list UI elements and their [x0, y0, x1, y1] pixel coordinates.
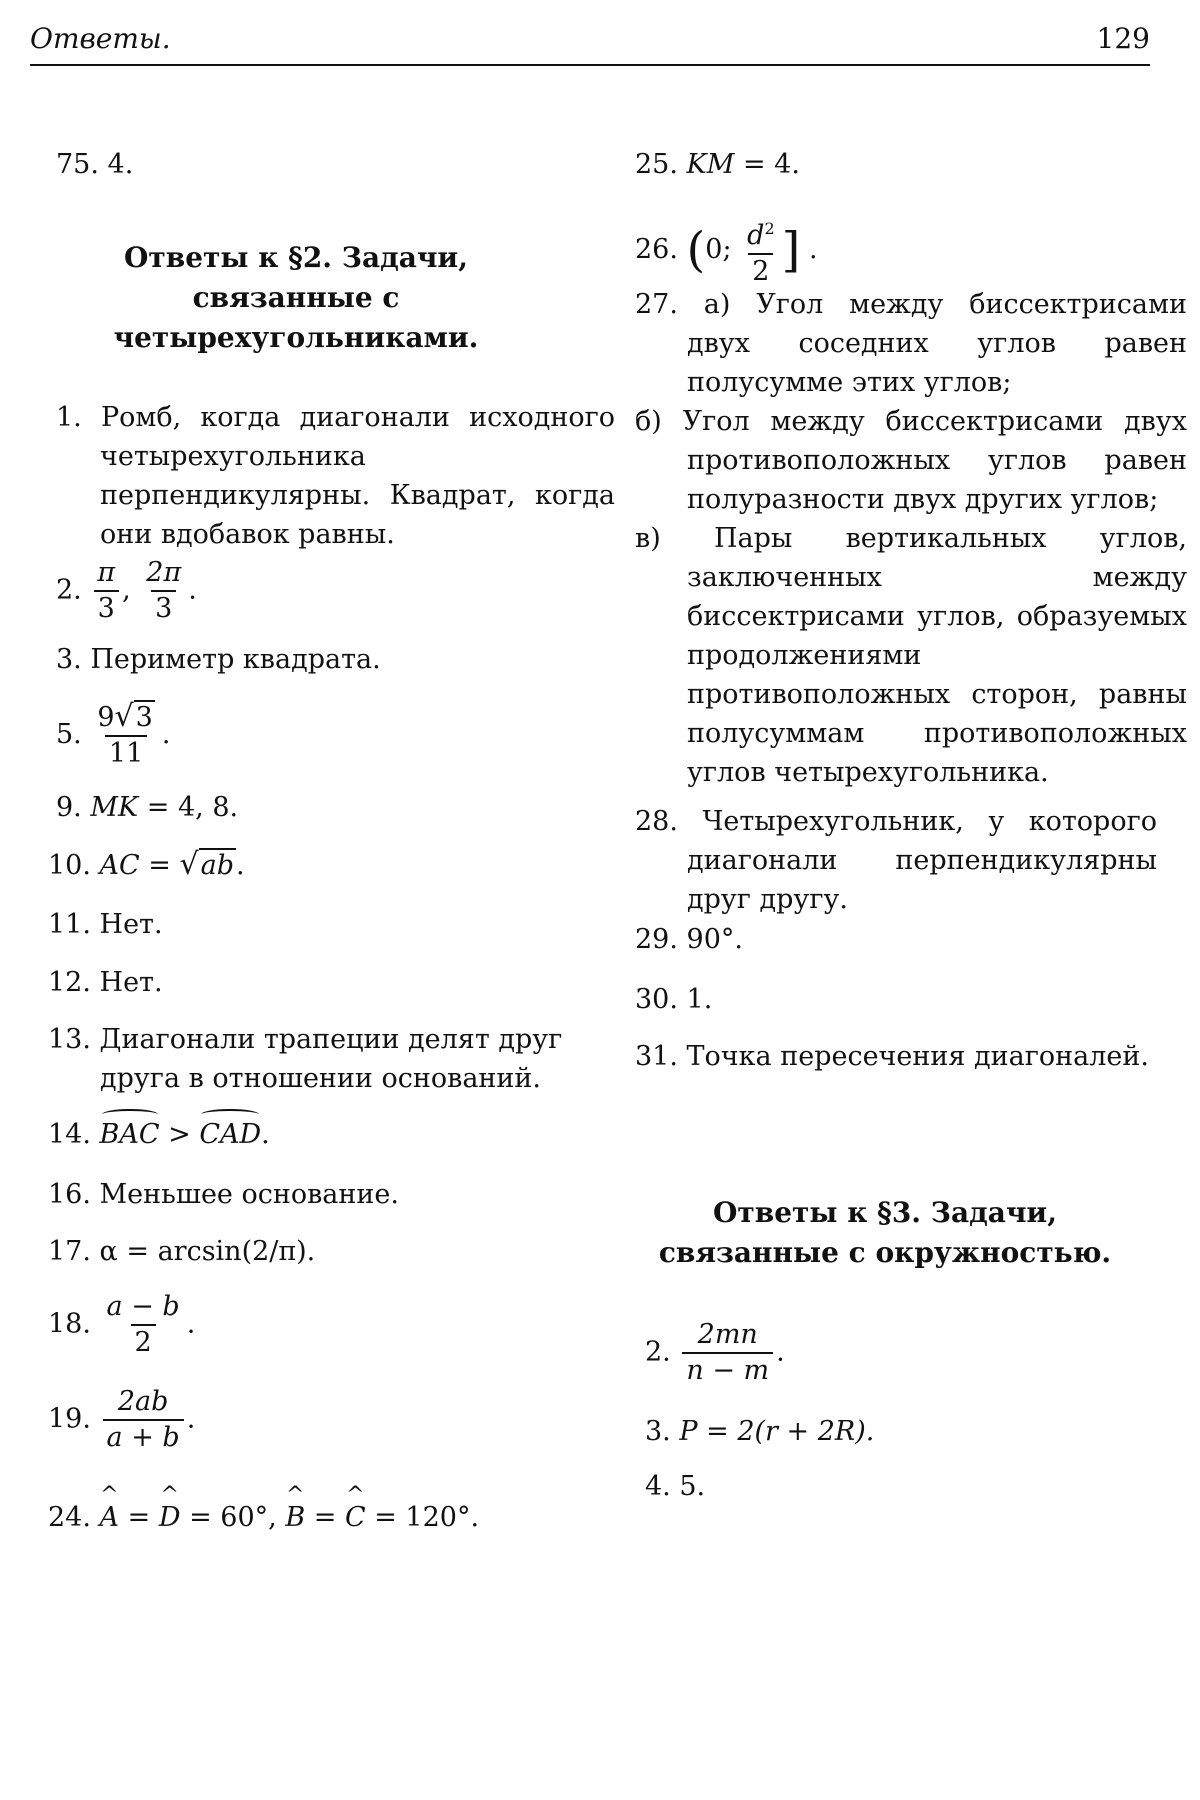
- fraction-d2-2: $\frac{d^2}{2}$: [747, 219, 775, 287]
- answer-3: 3. Периметр квадрата.: [56, 644, 381, 675]
- section-2-line-3: четырехугольниками.: [113, 321, 479, 354]
- answer-11: 11. Нет.: [48, 909, 163, 940]
- answer-5-number: 5.: [56, 719, 82, 750]
- answer-12: 12. Нет.: [48, 967, 163, 998]
- answer-25: 25. KM = 4.: [635, 149, 800, 180]
- answer-30: 30. 1.: [635, 984, 713, 1015]
- answer-1-text: Ромб, когда диагонали исходного четырехугольника перпендикулярны. Квадрат, когда они вдобавок равны.: [100, 402, 615, 550]
- section-2-line-2: связанные с: [192, 281, 400, 314]
- answer-18: 18. $\frac{a - b}{2}$ .: [48, 1291, 196, 1358]
- page-header: [30, 20, 1150, 66]
- answer-24: 24. ^ A = ^ D = 60°, ^ B = ^ C = 120°.: [48, 1498, 479, 1537]
- answer-2-number: 2.: [56, 574, 82, 606]
- answer-5: 5. $\frac{9√3}{11}$ .: [56, 699, 171, 769]
- page-number: 129: [1096, 22, 1150, 55]
- answer-1-number: 1.: [56, 402, 82, 433]
- answer-s3-4: 4. 5.: [645, 1471, 706, 1502]
- fraction-a-minus-b-2: $\frac{a - b}{2}$: [106, 1291, 180, 1358]
- section-3-line-1: Ответы к §3. Задачи,: [713, 1196, 1057, 1229]
- answer-9: 9. MK = 4, 8.: [56, 792, 239, 823]
- answer-17: 17. α = arcsin(2/π).: [48, 1236, 316, 1267]
- answer-16: 16. Меньшее основание.: [48, 1179, 399, 1210]
- answer-27-b: б) Угол между биссектрисами двух противоположных углов равен полуразности двух других углов;: [635, 406, 1187, 515]
- section-3-line-2: связанные с окружностью.: [658, 1236, 1112, 1269]
- answer-2: 2. $\frac{\pi}{3}$ , $\frac{2\pi}{3}$ .: [56, 557, 197, 624]
- section-2-heading: [56, 238, 536, 358]
- answer-19: 19. $\frac{2ab}{a + b}$ .: [48, 1386, 196, 1453]
- fraction-2ab-a-plus-b: $\frac{2ab}{a + b}$: [103, 1385, 184, 1455]
- answer-31: 31. Точка пересечения диагоналей.: [635, 1041, 1149, 1072]
- section-2-line-1: Ответы к §2. Задачи,: [124, 241, 468, 274]
- answer-s3-2: 2. $\frac{2mn}{n - m}$ .: [645, 1319, 785, 1386]
- fraction-9sqrt3-11: $\frac{9√3}{11}$: [97, 699, 153, 769]
- answer-14: 14. BAC > CAD.: [48, 1115, 270, 1154]
- answer-28: 28. Четырехугольник, у которого диагонали перпендикулярны друг другу.: [635, 806, 1157, 915]
- answer-27: 27. а) Угол между биссектрисами двух соседних углов равен полусумме этих углов; б) Угол между биссектрисами двух противоположных углов равен полуразности двух других углов; в) Пары вертикальных углов, заключенных между биссектрисами углов, образуемых продолжениями противоположных сторон, равны полусуммам противоположных углов четырехугольника.: [635, 285, 1187, 792]
- section-3-heading: [635, 1193, 1135, 1273]
- answer-10: 10. AC = √ab.: [48, 847, 245, 882]
- answer-1: [56, 398, 615, 554]
- answer-29: 29. 90°.: [635, 924, 743, 955]
- answer-26: 26. (0; $\frac{d^2}{2}$ ] .: [635, 212, 818, 289]
- fraction-2pi-3: $\frac{2\pi}{3}$: [146, 557, 182, 624]
- answer-s3-3: 3. P = 2(r + 2R).: [645, 1416, 875, 1447]
- answer-27-a: а) Угол между биссектрисами двух соседних углов равен полусумме этих углов;: [687, 289, 1187, 398]
- running-title: Ответы.: [30, 22, 171, 55]
- fraction-pi-3: $\frac{\pi}{3}$: [93, 556, 119, 626]
- answer-27-c: в) Пары вертикальных углов, заключенных между биссектрисами углов, образуемых продолжениями противоположных сторон, равны полусуммам противоположных углов четырехугольника.: [635, 523, 1187, 788]
- fraction-2mn-n-minus-m: $\frac{2mn}{n - m}$: [682, 1318, 773, 1388]
- answer-75: 75. 4.: [56, 149, 134, 180]
- answer-13: 13. Диагонали трапеции делят друг друга в отношении оснований.: [48, 1024, 563, 1094]
